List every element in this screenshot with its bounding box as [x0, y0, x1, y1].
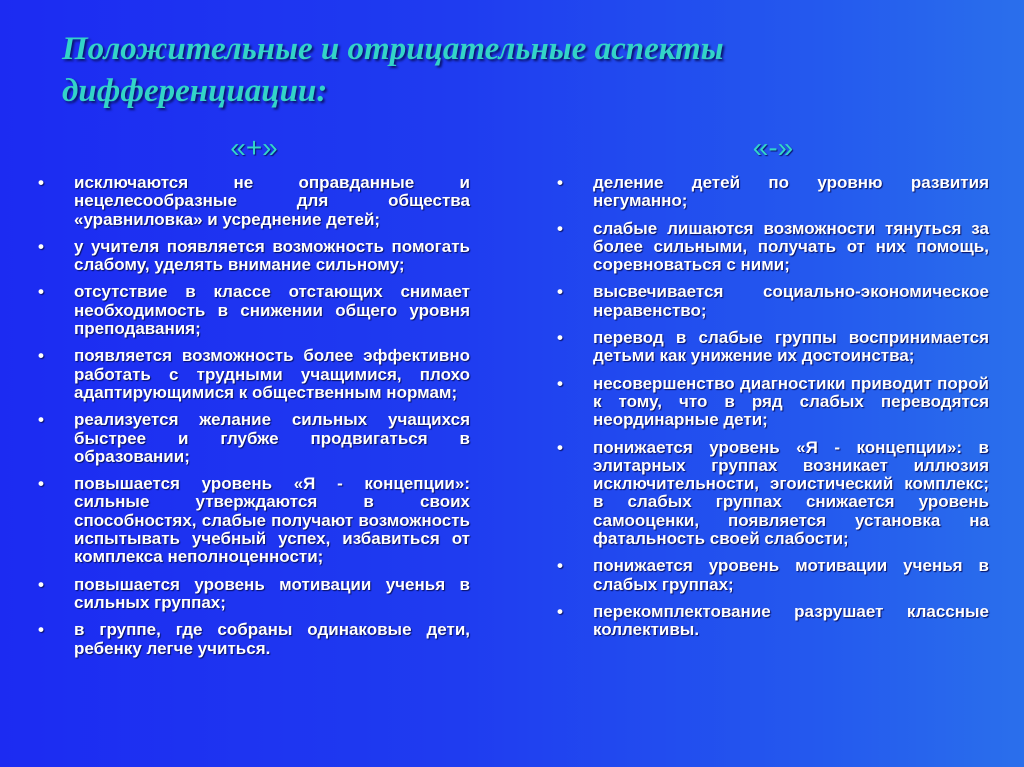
list-item — [38, 238, 470, 275]
column-minus — [557, 130, 989, 649]
plus-list — [38, 174, 470, 658]
bullet-icon: • — [38, 173, 44, 192]
list-item-text: высвечивается социально-экономическое неравенство; — [593, 282, 989, 320]
list-item-text: перевод в слабые группы воспринимается детьми как унижение их достоинства; — [593, 328, 989, 366]
column-plus-header: «+» — [230, 132, 278, 163]
list-item-text: появляется возможность более эффективно работать с трудными учащимися, плохо адаптирующимися к общественным нормам; — [74, 346, 470, 402]
bullet-icon: • — [557, 173, 563, 192]
list-item-text: деление детей по уровню развития негуманно; — [593, 173, 989, 211]
list-item — [557, 439, 989, 549]
list-item-text: в группе, где собраны одинаковые дети, ребенку легче учиться. — [74, 620, 470, 658]
bullet-icon: • — [557, 282, 563, 302]
bullet-icon: • — [557, 556, 563, 576]
list-item — [38, 621, 470, 658]
bullet-icon: • — [557, 218, 563, 238]
list-item — [557, 174, 989, 211]
list-item-text: повышается уровень «Я - концепции»: сильные утверждаются в своих способностях, слабые получают возможность испытывать учебный успех, избавиться от комплекса неполноценности; — [74, 474, 470, 567]
bullet-icon: • — [38, 574, 44, 594]
bullet-icon: • — [38, 346, 44, 366]
column-plus — [38, 130, 470, 667]
bullet-icon: • — [38, 282, 44, 302]
list-item — [557, 220, 989, 275]
bullet-icon: • — [38, 410, 44, 430]
list-item — [38, 576, 470, 613]
bullet-icon: • — [557, 373, 563, 393]
list-item-text: отсутствие в классе отстающих снимает необходимость в снижении общего уровня преподавания; — [74, 282, 470, 339]
bullet-icon: • — [557, 437, 563, 457]
list-item — [557, 557, 989, 594]
list-item-text: понижается уровень мотивации ученья в слабых группах; — [593, 556, 989, 594]
slide-title: Положительные и отрицательные аспекты дифференциации: — [62, 31, 724, 109]
list-item — [38, 347, 470, 402]
minus-list — [557, 174, 989, 640]
list-item-text: несовершенство диагностики приводит порой к тому, что в ряд слабых переводятся неординарные дети; — [593, 373, 989, 430]
column-minus-header: «-» — [752, 132, 794, 163]
bullet-icon: • — [38, 474, 44, 494]
bullet-icon: • — [557, 601, 563, 621]
list-item — [557, 283, 989, 320]
list-item-text: исключаются не оправданные и нецелесообразные для общества «уравниловка» и усреднение детей; — [74, 173, 470, 229]
list-item — [38, 174, 470, 229]
list-item — [557, 375, 989, 430]
list-item-text: реализуется желание сильных учащихся быстрее и глубже продвигаться в образовании; — [74, 410, 470, 466]
list-item-text: перекомплектование разрушает классные коллективы. — [593, 601, 989, 640]
list-item — [557, 603, 989, 640]
bullet-icon: • — [38, 236, 44, 256]
list-item-text: повышается уровень мотивации ученья в сильных группах; — [74, 574, 470, 612]
list-item-text: слабые лишаются возможности тянуться за более сильными, получать от них помощь, соревноваться с ними; — [593, 218, 989, 275]
list-item — [38, 283, 470, 338]
list-item — [38, 475, 470, 566]
bullet-icon: • — [557, 328, 563, 348]
list-item-text: понижается уровень «Я - концепции»: в элитарных группах возникает иллюзия исключительности, эгоистический комплекс; в слабых группах снижается уровень самооценки, появляется установка на фатальность своей слабости; — [593, 437, 989, 549]
list-item-text: у учителя появляется возможность помогать слабому, уделять внимание сильному; — [74, 236, 470, 275]
bullet-icon: • — [38, 620, 44, 640]
list-item — [38, 411, 470, 466]
list-item — [557, 329, 989, 366]
